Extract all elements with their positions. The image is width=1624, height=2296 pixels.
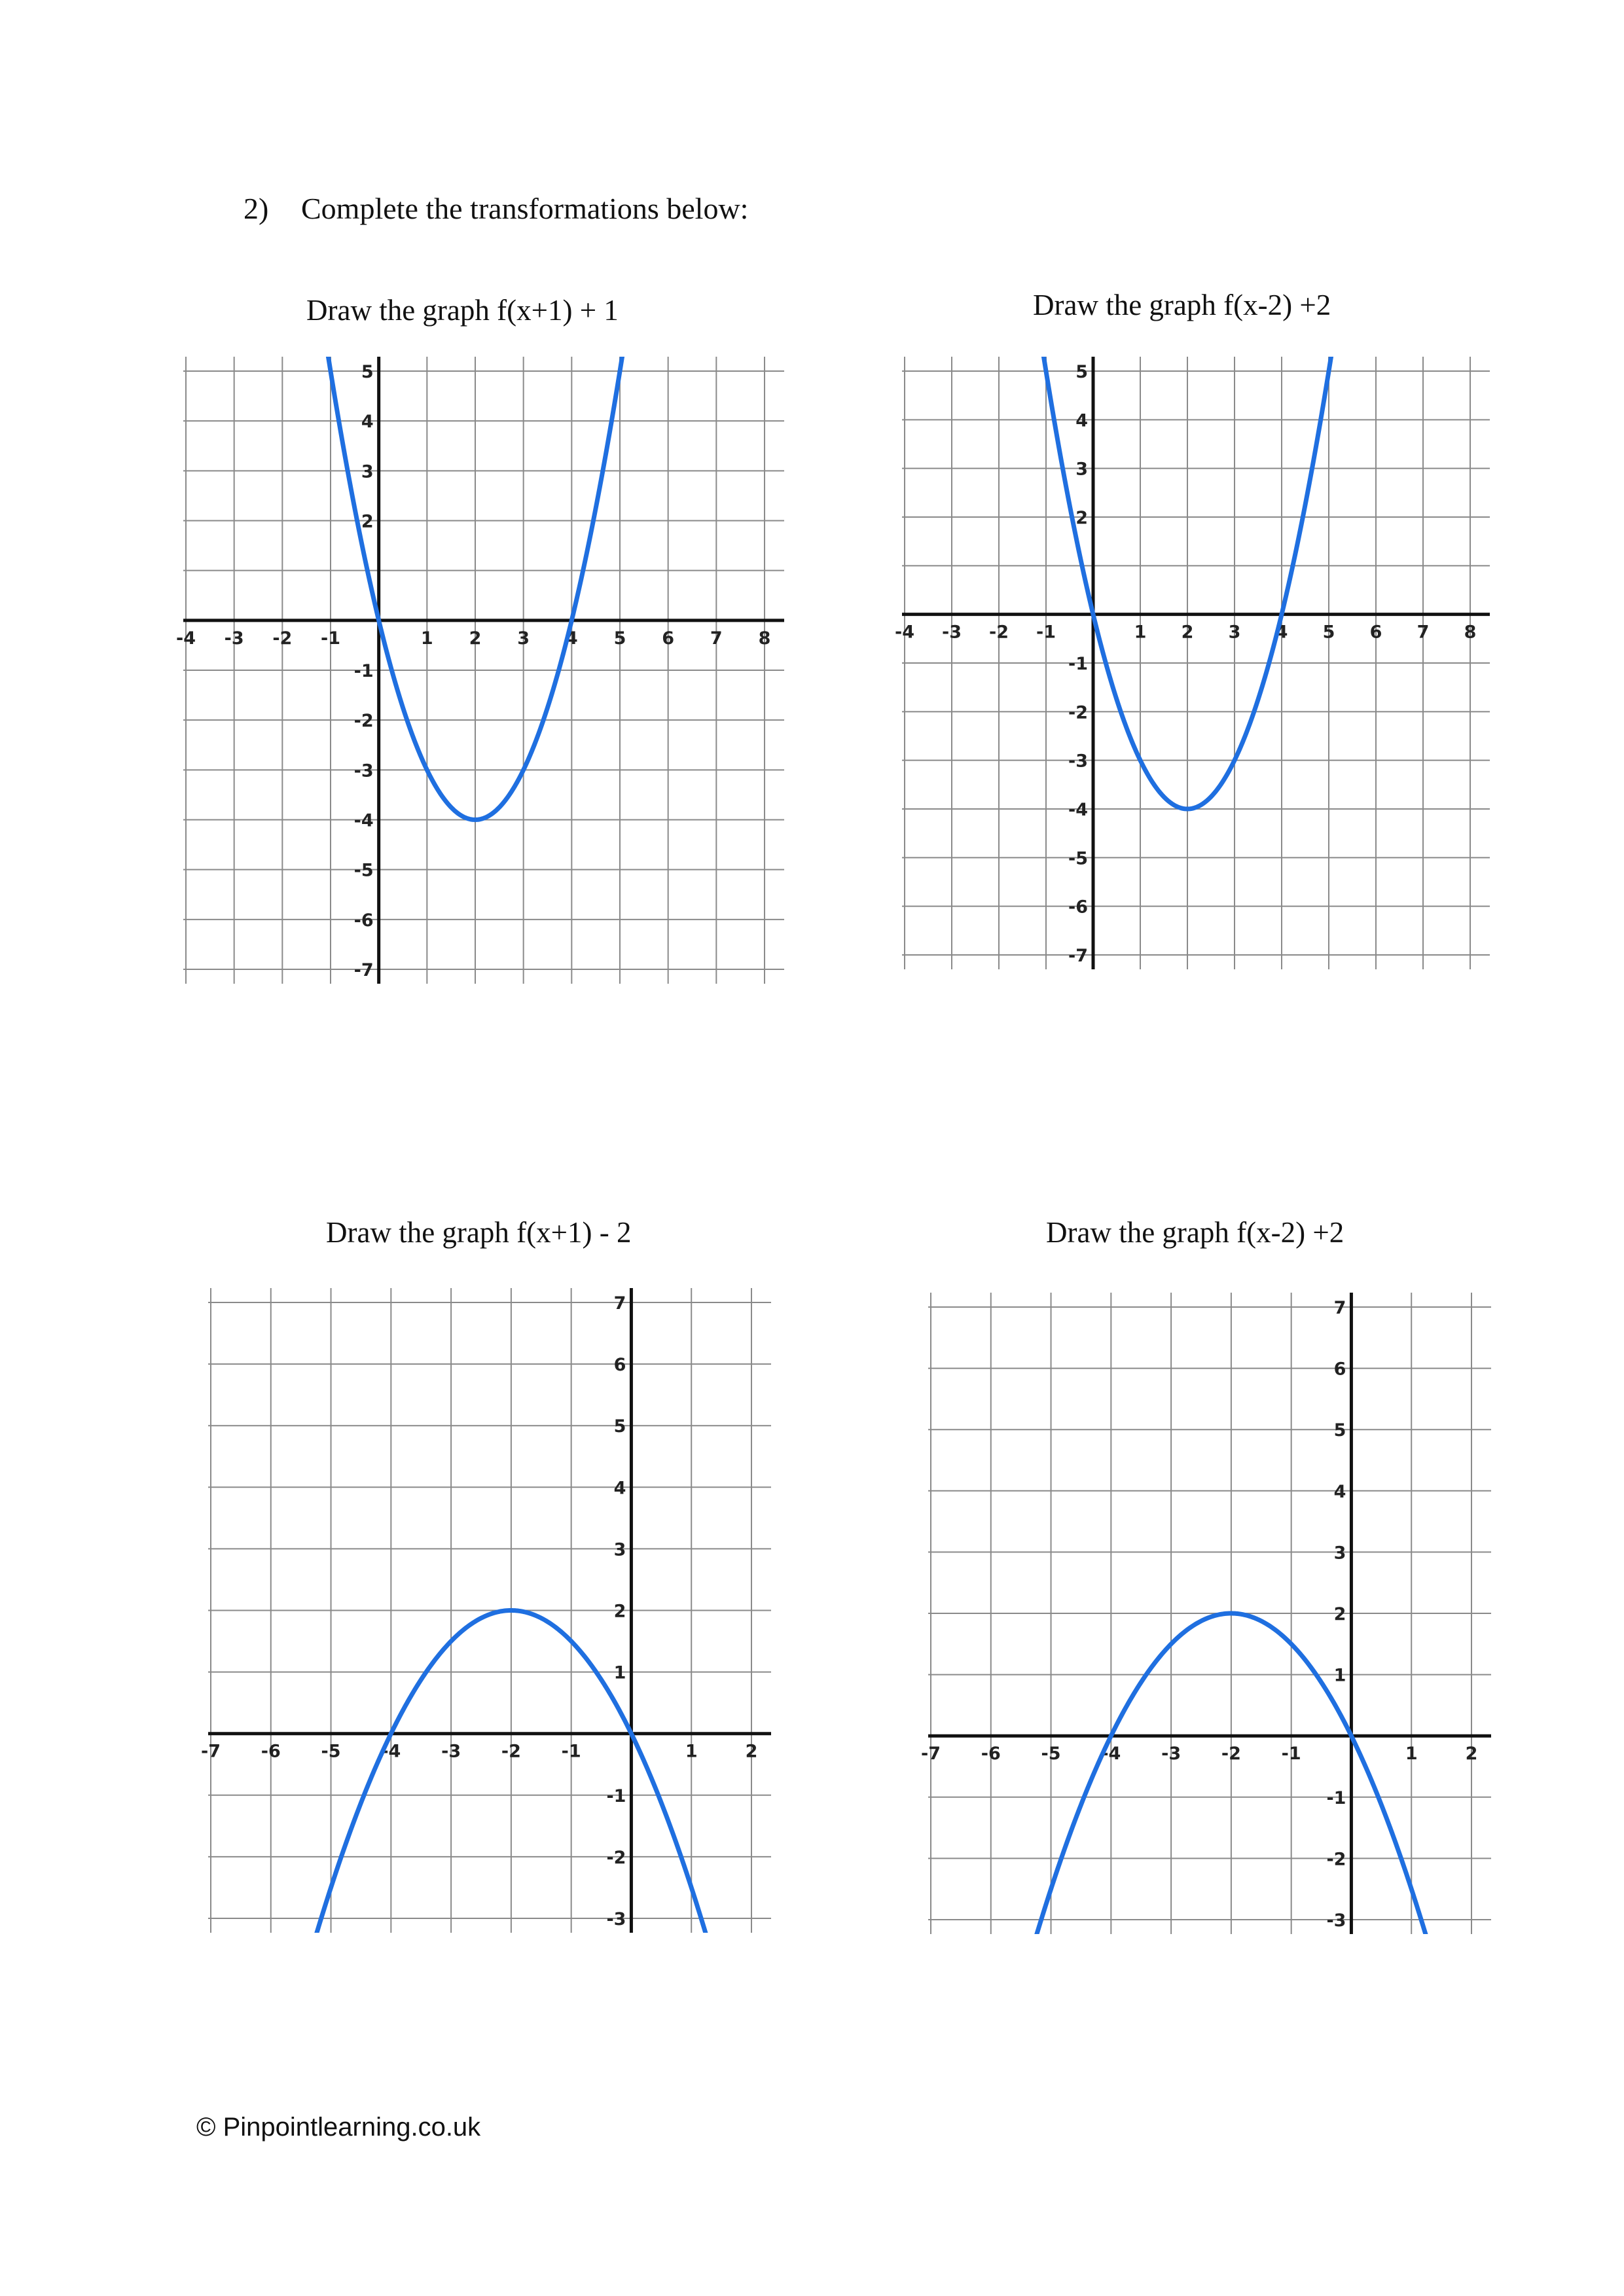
y-tick-label: -1	[606, 1785, 626, 1806]
y-tick-label: 2	[613, 1601, 626, 1622]
x-tick-label: -6	[261, 1741, 281, 1762]
x-tick-label: 5	[1322, 622, 1335, 643]
x-tick-label: -1	[321, 628, 340, 649]
y-tick-label: 1	[1333, 1665, 1346, 1686]
y-tick-label: -6	[1068, 897, 1088, 918]
y-tick-label: -2	[353, 711, 374, 732]
x-tick-label: -1	[1036, 622, 1056, 643]
x-tick-label: -5	[1041, 1744, 1061, 1765]
y-tick-label: -2	[606, 1847, 626, 1868]
y-tick-label: -3	[1068, 751, 1088, 772]
y-tick-label: -2	[1068, 702, 1088, 723]
x-tick-label: -5	[321, 1741, 341, 1762]
y-tick-label: 3	[1075, 459, 1088, 480]
parabola-curve	[931, 1613, 1471, 2296]
y-tick-label: 4	[1333, 1481, 1346, 1502]
y-tick-label: -4	[353, 810, 374, 831]
x-tick-label: -4	[381, 1741, 401, 1762]
y-tick-label: -2	[1326, 1849, 1346, 1870]
x-tick-label: -7	[921, 1744, 941, 1765]
x-tick-label: 5	[613, 628, 626, 649]
x-tick-label: -2	[272, 628, 293, 649]
y-tick-label: 2	[361, 511, 374, 532]
x-tick-label: 8	[1464, 622, 1477, 643]
x-tick-label: 4	[1275, 622, 1288, 643]
x-tick-label: -7	[201, 1741, 221, 1762]
y-tick-label: -7	[353, 960, 374, 980]
y-tick-label: 5	[1333, 1420, 1346, 1441]
x-tick-label: 1	[1134, 622, 1147, 643]
x-tick-label: 6	[662, 628, 675, 649]
x-tick-label: 3	[517, 628, 530, 649]
question-text: Complete the transformations below:	[301, 192, 749, 225]
x-tick-label: -2	[989, 622, 1009, 643]
y-tick-label: -6	[353, 910, 374, 931]
x-tick-label: 2	[1465, 1744, 1478, 1765]
graph-2-title: Draw the graph f(x-2) +2	[1033, 289, 1331, 321]
y-tick-label: 4	[613, 1478, 626, 1499]
x-tick-label: -3	[1161, 1744, 1182, 1765]
x-tick-label: -4	[176, 628, 196, 649]
x-tick-label: -4	[1101, 1744, 1121, 1765]
x-tick-label: -1	[1281, 1744, 1301, 1765]
x-tick-label: 2	[469, 628, 482, 649]
y-tick-label: 2	[1333, 1604, 1346, 1624]
y-tick-label: 3	[361, 461, 374, 482]
graph-3-title: Draw the graph f(x+1) - 2	[326, 1216, 632, 1249]
y-tick-label: 7	[1333, 1298, 1346, 1318]
y-tick-label: 4	[361, 412, 374, 433]
copyright-footer: © Pinpointlearning.co.uk	[196, 2113, 481, 2142]
x-tick-label: -6	[981, 1744, 1001, 1765]
x-tick-label: 1	[1405, 1744, 1418, 1765]
y-tick-label: -3	[1326, 1910, 1346, 1931]
y-tick-label: 5	[613, 1416, 626, 1437]
x-tick-label: -3	[441, 1741, 461, 1762]
x-tick-label: 2	[745, 1741, 758, 1762]
x-tick-label: -4	[895, 622, 914, 643]
graph-1-grid	[176, 357, 784, 984]
y-tick-label: -3	[606, 1909, 626, 1929]
y-tick-label: 4	[1075, 410, 1088, 431]
x-tick-label: -1	[561, 1741, 581, 1762]
y-tick-label: -1	[353, 661, 374, 681]
x-tick-label: -2	[501, 1741, 521, 1762]
x-tick-label: 1	[420, 628, 433, 649]
y-tick-label: -3	[353, 761, 374, 781]
parabola-curve	[211, 1611, 751, 2296]
y-tick-label: 1	[613, 1662, 626, 1683]
y-tick-label: 7	[613, 1293, 626, 1314]
y-tick-label: -4	[1068, 800, 1088, 820]
x-tick-label: 2	[1181, 622, 1194, 643]
x-tick-label: 4	[565, 628, 578, 649]
graph-4-title: Draw the graph f(x-2) +2	[1046, 1216, 1344, 1249]
x-tick-label: 7	[710, 628, 723, 649]
question-heading	[244, 191, 748, 226]
y-tick-label: 5	[361, 362, 374, 382]
y-tick-label: -1	[1068, 654, 1088, 674]
graph-3-grid	[201, 1288, 771, 1933]
graph-4-grid	[921, 1293, 1491, 1934]
x-tick-label: 7	[1416, 622, 1430, 643]
y-tick-label: 6	[1333, 1359, 1346, 1380]
x-tick-label: -2	[1221, 1744, 1241, 1765]
y-tick-label: 5	[1075, 362, 1088, 382]
question-number: 2)	[244, 192, 269, 225]
y-tick-label: -5	[1068, 848, 1088, 869]
y-tick-label: 2	[1075, 508, 1088, 528]
y-tick-label: 6	[613, 1355, 626, 1376]
graph-2-grid	[895, 357, 1490, 969]
x-tick-label: 6	[1369, 622, 1382, 643]
y-tick-label: -7	[1068, 946, 1088, 966]
y-tick-label: 3	[613, 1539, 626, 1560]
x-tick-label: 3	[1228, 622, 1241, 643]
x-tick-label: -3	[224, 628, 244, 649]
graph-1-title: Draw the graph f(x+1) + 1	[306, 294, 619, 327]
y-tick-label: -5	[353, 860, 374, 881]
y-tick-label: -1	[1326, 1787, 1346, 1808]
x-tick-label: 1	[685, 1741, 698, 1762]
x-tick-label: 8	[758, 628, 771, 649]
x-tick-label: -3	[942, 622, 962, 643]
y-tick-label: 3	[1333, 1543, 1346, 1564]
